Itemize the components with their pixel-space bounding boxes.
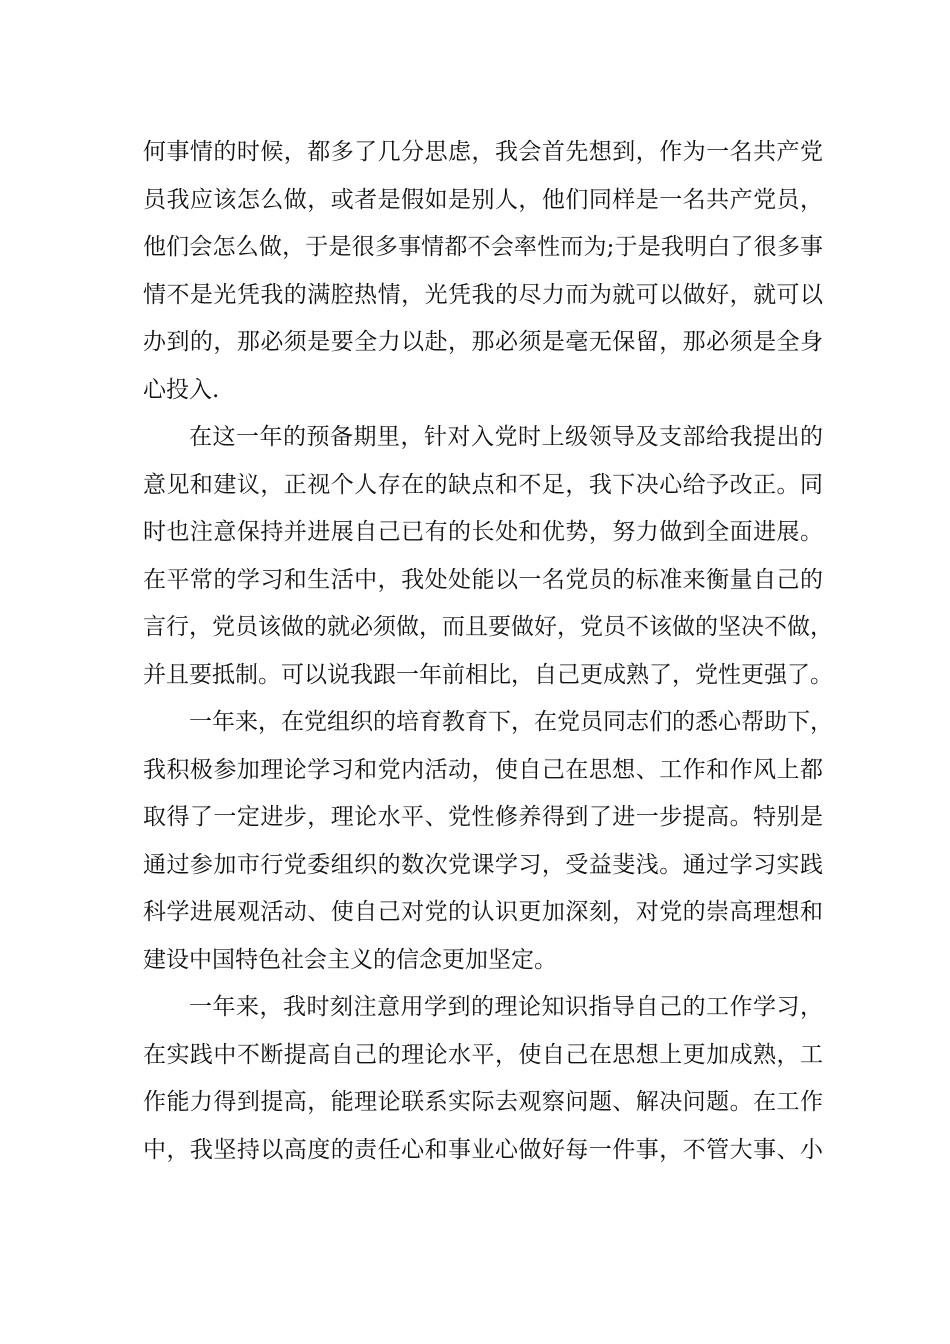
text-line [143,1130,823,1178]
text-line-content: 何事情的时候，都多了几分思虑，我会首先想到，作为一名共产党 [143,139,823,165]
text-line [143,560,823,608]
text-line-content: 情不是光凭我的满腔热情，光凭我的尽力而为就可以做好，就可以 [143,281,823,308]
text-line [143,275,823,323]
text-line [143,750,823,798]
text-line-content: 在这一年的预备期里，针对入党时上级领导及支部给我提出的 [189,424,823,450]
text-line-content: 他们会怎么做，于是很多事情都不会率性而为;于是我明白了很多事 [143,234,823,260]
text-line [143,607,833,655]
text-line [143,987,823,1035]
text-line [143,1082,823,1130]
text-line [143,512,823,560]
text-line [143,702,833,750]
body-text [143,132,833,1177]
text-line-content: 科学进展观活动、使自己对党的认识更加深刻，对党的崇高理想和 [143,899,823,925]
text-line [143,845,823,893]
text-line-content: 办到的，那必须是要全力以赴，那必须是毫无保留，那必须是全身 [143,329,823,355]
text-line [143,465,823,513]
text-line-content: 通过参加市行党委组织的数次党课学习，受益斐浅。通过学习实践 [143,851,823,878]
text-line-content: 意见和建议，正视个人存在的缺点和不足，我下决心给予改正。同 [143,471,823,498]
text-line-content: 在平常的学习和生活中，我处处能以一名党员的标准来衡量自己的 [143,566,823,593]
text-line [143,227,823,275]
text-line-content: 并且要抵制。可以说我跟一年前相比，自己更成熟了，党性更强了。 [143,661,833,688]
text-line-content: 心投入. [143,376,220,403]
text-line-content: 我积极参加理论学习和党内活动，使自己在思想、工作和作风上都 [143,756,823,783]
text-line [143,1035,823,1083]
text-line [143,940,823,988]
text-line-content: 中，我坚持以高度的责任心和事业心做好每一件事，不管大事、小 [143,1136,823,1163]
text-line [143,417,823,465]
text-line [143,132,823,180]
text-line-content: 言行，党员该做的就必须做，而且要做好，党员不该做的坚决不做， [143,614,833,640]
text-line [143,322,823,370]
text-line [143,370,823,418]
text-line-content: 在实践中不断提高自己的理论水平，使自己在思想上更加成熟，工 [143,1041,823,1068]
text-line-content: 时也注意保持并进展自己已有的长处和优势，努力做到全面进展。 [143,519,823,545]
text-line [143,180,823,228]
text-line-content: 作能力得到提高，能理论联系实际去观察问题、解决问题。在工作 [143,1089,823,1115]
text-line-content: 一年来，在党组织的培育教育下，在党员同志们的悉心帮助下， [189,709,833,735]
text-line [143,655,833,703]
text-line-content: 员我应该怎么做，或者是假如是别人，他们同样是一名共产党员， [143,186,823,213]
text-line [143,892,823,940]
text-line [143,797,823,845]
text-line-content: 取得了一定进步，理论水平、党性修养得到了进一步提高。特别是 [143,804,823,830]
text-line-content: 建设中国特色社会主义的信念更加坚定。 [143,946,557,973]
text-line-content: 一年来，我时刻注意用学到的理论知识指导自己的工作学习， [189,994,823,1020]
